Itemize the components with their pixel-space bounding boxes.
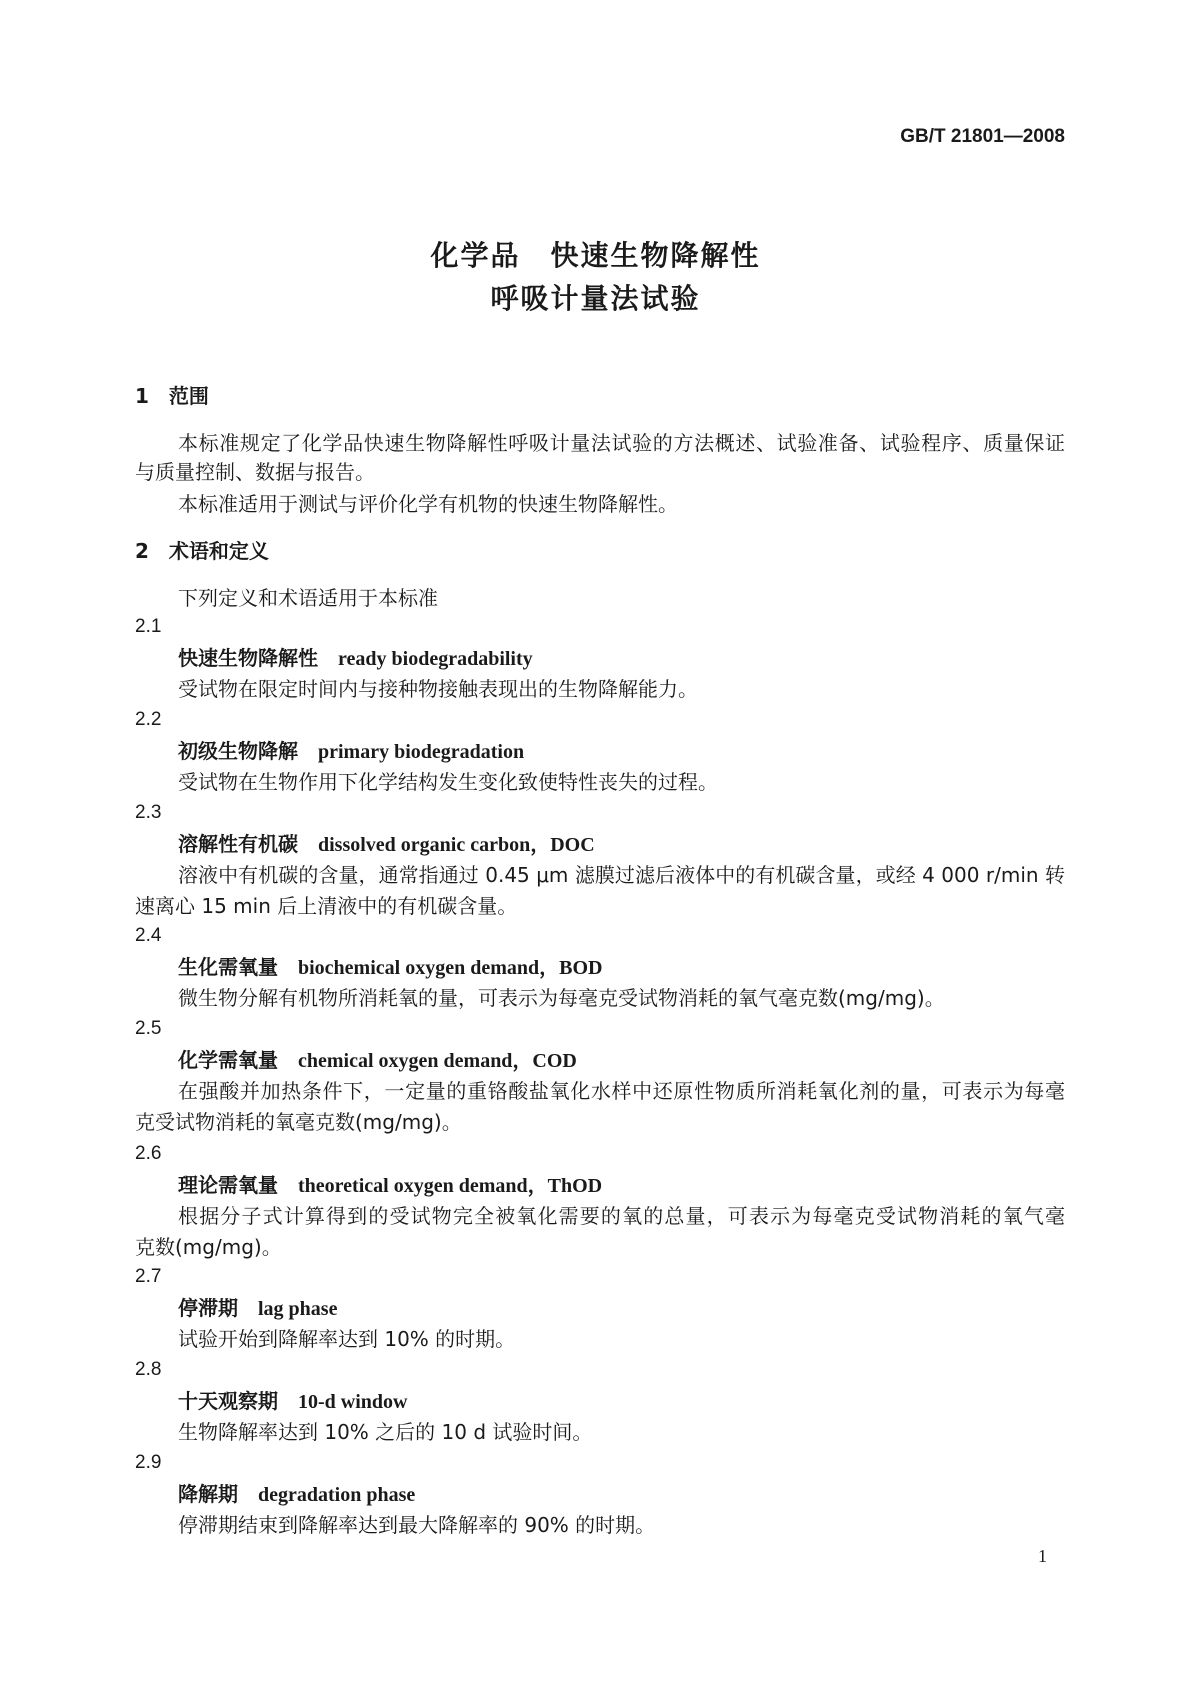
term-number: 2.1 [135, 616, 162, 637]
term-definition: 试验开始到降解率达到 10% 的时期。 [178, 1327, 516, 1351]
term-definition: 克受试物消耗的氧毫克数(mg/mg)。 [135, 1110, 462, 1134]
term-heading [178, 1048, 577, 1073]
document-title-line1: 化学品 快速生物降解性 [430, 239, 761, 272]
term-definition: 微生物分解有机物所消耗氧的量，可表示为每毫克受试物消耗的氧气毫克数(mg/mg)。 [178, 986, 945, 1010]
term-chinese: 十天观察期 [178, 1389, 278, 1413]
section-number: 2 [135, 539, 149, 563]
paragraph: 本标准适用于测试与评价化学有机物的快速生物降解性。 [178, 492, 678, 516]
term-chinese: 降解期 [178, 1482, 238, 1506]
term-chinese: 快速生物降解性 [178, 646, 318, 670]
term-heading [178, 646, 533, 671]
term-number: 2.9 [135, 1452, 162, 1473]
term-english: 10-d window [298, 1391, 408, 1413]
term-definition: 根据分子式计算得到的受试物完全被氧化需要的氧的总量，可表示为每毫克受试物消耗的氧气毫 [178, 1204, 1065, 1228]
term-english: chemical oxygen demand，COD [298, 1050, 577, 1072]
term-definition: 受试物在限定时间内与接种物接触表现出的生物降解能力。 [178, 677, 698, 701]
term-number: 2.5 [135, 1018, 162, 1039]
term-chinese: 初级生物降解 [178, 739, 298, 763]
page-number: 1 [1038, 1546, 1047, 1566]
term-number: 2.7 [135, 1266, 162, 1287]
term-english: primary biodegradation [318, 741, 525, 763]
term-definition: 克数(mg/mg)。 [135, 1235, 282, 1259]
term-heading [178, 1389, 407, 1414]
section-number: 1 [135, 384, 149, 408]
term-definition: 溶液中有机碳的含量，通常指通过 0.45 μm 滤膜过滤后液体中的有机碳含量，或经 4 000 r/min 转 [178, 863, 1065, 887]
term-chinese: 停滞期 [178, 1296, 238, 1320]
term-definition: 生物降解率达到 10% 之后的 10 d 试验时间。 [178, 1420, 593, 1444]
term-heading [178, 1173, 602, 1198]
term-english: lag phase [258, 1298, 338, 1320]
section-1-heading [135, 384, 209, 408]
term-heading [178, 832, 595, 857]
section-2-heading [135, 539, 269, 563]
term-number: 2.2 [135, 709, 162, 730]
term-heading [178, 1482, 415, 1507]
section-title: 术语和定义 [168, 539, 269, 563]
term-english: ready biodegradability [338, 648, 533, 670]
term-heading [178, 739, 524, 764]
term-number: 2.3 [135, 802, 162, 823]
term-definition: 速离心 15 min 后上清液中的有机碳含量。 [135, 894, 518, 918]
term-number: 2.6 [135, 1143, 162, 1164]
paragraph: 下列定义和术语适用于本标准 [178, 586, 438, 610]
term-english: dissolved organic carbon，DOC [318, 834, 595, 856]
term-english: degradation phase [258, 1484, 416, 1506]
term-chinese: 化学需氧量 [178, 1048, 278, 1072]
term-heading [178, 1296, 337, 1321]
term-definition: 在强酸并加热条件下，一定量的重铬酸盐氧化水样中还原性物质所消耗氧化剂的量，可表示为每毫 [178, 1079, 1065, 1103]
term-english: theoretical oxygen demand，ThOD [298, 1175, 603, 1197]
term-chinese: 理论需氧量 [178, 1173, 278, 1197]
term-number: 2.4 [135, 925, 162, 946]
standard-code: GB/T 21801—2008 [900, 126, 1065, 147]
term-english: biochemical oxygen demand，BOD [298, 957, 603, 979]
document-title-line2: 呼吸计量法试验 [490, 282, 701, 315]
paragraph: 本标准规定了化学品快速生物降解性呼吸计量法试验的方法概述、试验准备、试验程序、质量保证 [178, 431, 1065, 455]
term-chinese: 溶解性有机碳 [178, 832, 298, 856]
term-definition: 受试物在生物作用下化学结构发生变化致使特性丧失的过程。 [178, 770, 718, 794]
term-definition: 停滞期结束到降解率达到最大降解率的 90% 的时期。 [178, 1513, 656, 1537]
term-chinese: 生化需氧量 [178, 955, 278, 979]
term-number: 2.8 [135, 1359, 162, 1380]
section-title: 范围 [168, 384, 209, 408]
term-heading [178, 955, 602, 980]
paragraph: 与质量控制、数据与报告。 [135, 460, 375, 484]
